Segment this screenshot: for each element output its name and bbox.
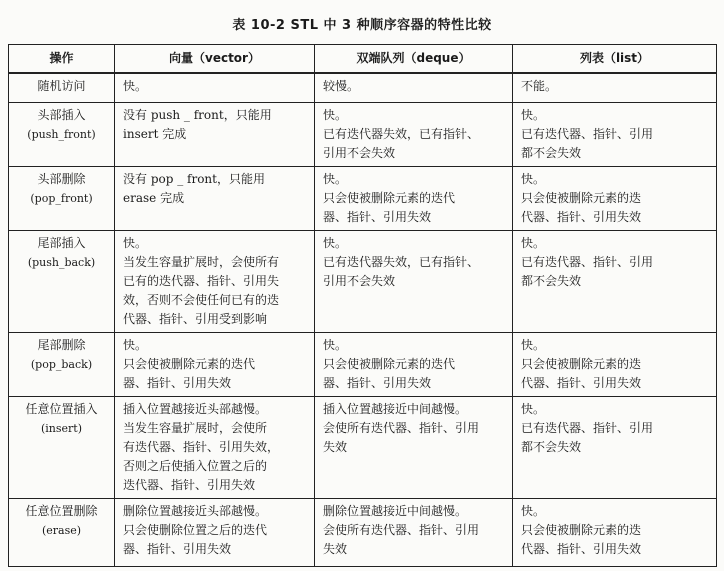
list-cell bbox=[513, 333, 717, 397]
vector-cell-line: 插入位置越接近头部越慢。 bbox=[123, 402, 268, 416]
operation-name: 任意位置插入 bbox=[25, 402, 98, 416]
list-cell-line: 代器、指针、引用失效 bbox=[521, 376, 642, 390]
operation-function: (pop_back) bbox=[30, 358, 93, 371]
deque-cell bbox=[315, 333, 513, 397]
vector-cell bbox=[115, 103, 315, 167]
list-cell bbox=[513, 499, 717, 567]
list-cell-line: 都不会失效 bbox=[521, 146, 582, 160]
operation-name: 随机访问 bbox=[37, 78, 86, 93]
operation-cell bbox=[9, 499, 115, 567]
deque-cell-line: 失效 bbox=[323, 440, 348, 454]
list-cell-line: 快。 bbox=[521, 108, 546, 122]
operation-cell bbox=[9, 333, 115, 397]
deque-cell-line: 较慢。 bbox=[323, 78, 360, 93]
vector-cell-line: 迭代器、指针、引用失效 bbox=[123, 478, 256, 492]
table-caption: 表 10-2 STL 中 3 种顺序容器的特性比较 bbox=[232, 18, 492, 33]
table-row bbox=[9, 73, 717, 103]
list-cell bbox=[513, 73, 717, 103]
operation-function: (push_front) bbox=[27, 128, 96, 141]
header-operation: 操作 bbox=[9, 45, 115, 73]
table-row bbox=[9, 167, 717, 231]
vector-cell bbox=[115, 231, 315, 333]
vector-cell bbox=[115, 333, 315, 397]
list-cell-line: 快。 bbox=[521, 504, 546, 518]
deque-cell bbox=[315, 231, 513, 333]
vector-cell bbox=[115, 397, 315, 499]
deque-cell bbox=[315, 397, 513, 499]
vector-cell-line: 快。 bbox=[123, 78, 148, 93]
list-cell-line: 都不会失效 bbox=[521, 440, 582, 454]
operation-name: 头部插入 bbox=[37, 108, 86, 122]
list-cell bbox=[513, 103, 717, 167]
deque-cell-line: 会使所有迭代器、指针、引用 bbox=[323, 523, 480, 537]
deque-cell-line: 会使所有迭代器、指针、引用 bbox=[323, 421, 480, 435]
deque-cell-line: 只会使被删除元素的迭代 bbox=[323, 357, 456, 371]
list-cell-line: 快。 bbox=[521, 236, 546, 250]
deque-cell-line: 已有迭代器失效，已有指针、 bbox=[323, 127, 480, 141]
table-row bbox=[9, 103, 717, 167]
deque-cell-line: 删除位置越接近中间越慢。 bbox=[323, 504, 468, 518]
vector-cell bbox=[115, 73, 315, 103]
deque-cell-line: 快。 bbox=[323, 108, 348, 122]
vector-cell bbox=[115, 167, 315, 231]
deque-cell-line: 只会使被删除元素的迭代 bbox=[323, 191, 456, 205]
deque-cell-line: 器、指针、引用失效 bbox=[323, 210, 432, 224]
deque-cell-line: 快。 bbox=[323, 338, 348, 352]
container-comparison-table bbox=[8, 44, 717, 567]
operation-name: 任意位置删除 bbox=[25, 504, 98, 518]
deque-cell bbox=[315, 167, 513, 231]
vector-cell-line: erase 完成 bbox=[123, 191, 185, 205]
list-cell-line: 已有迭代器、指针、引用 bbox=[521, 127, 654, 141]
list-cell-line: 都不会失效 bbox=[521, 274, 582, 288]
vector-cell-line: 已有的迭代器、指针、引用失 bbox=[123, 274, 280, 288]
list-cell-line: 已有迭代器、指针、引用 bbox=[521, 421, 654, 435]
deque-cell-line: 插入位置越接近中间越慢。 bbox=[323, 402, 468, 416]
vector-cell-line: 效，否则不会使任何已有的迭 bbox=[123, 293, 280, 307]
vector-cell-line: 快。 bbox=[123, 236, 148, 250]
operation-function: (erase) bbox=[41, 524, 82, 537]
deque-cell-line: 引用不会失效 bbox=[323, 146, 396, 160]
table-row bbox=[9, 231, 717, 333]
table-row bbox=[9, 397, 717, 499]
deque-cell bbox=[315, 73, 513, 103]
vector-cell-line: 没有 push _ front，只能用 bbox=[123, 108, 272, 122]
deque-cell-line: 已有迭代器失效，已有指针、 bbox=[323, 255, 480, 269]
deque-cell bbox=[315, 103, 513, 167]
deque-cell-line: 器、指针、引用失效 bbox=[323, 376, 432, 390]
table-body bbox=[9, 73, 717, 567]
deque-cell-line: 快。 bbox=[323, 172, 348, 186]
deque-cell-line: 失效 bbox=[323, 542, 348, 556]
vector-cell-line: 有迭代器、指针、引用失效， bbox=[123, 440, 280, 454]
operation-name: 头部删除 bbox=[37, 172, 86, 186]
vector-cell-line: 没有 pop _ front，只能用 bbox=[123, 172, 265, 186]
operation-function: (insert) bbox=[40, 422, 83, 435]
list-cell-line: 快。 bbox=[521, 172, 546, 186]
deque-cell bbox=[315, 499, 513, 567]
table-row bbox=[9, 499, 717, 567]
vector-cell-line: 当发生容量扩展时，会使所有 bbox=[123, 255, 280, 269]
vector-cell-line: 只会使删除位置之后的迭代 bbox=[123, 523, 268, 537]
list-cell-line: 只会使被删除元素的迭 bbox=[521, 191, 642, 205]
list-cell-line: 只会使被删除元素的迭 bbox=[521, 357, 642, 371]
header-deque: 双端队列（deque） bbox=[315, 45, 513, 73]
vector-cell-line: 代器、指针、引用受到影响 bbox=[123, 312, 268, 326]
operation-name: 尾部删除 bbox=[37, 338, 86, 352]
vector-cell-line: 器、指针、引用失效 bbox=[123, 542, 232, 556]
operation-function: (pop_front) bbox=[30, 192, 93, 205]
list-cell bbox=[513, 167, 717, 231]
list-cell-line: 已有迭代器、指针、引用 bbox=[521, 255, 654, 269]
header-row bbox=[9, 45, 717, 73]
list-cell bbox=[513, 397, 717, 499]
list-cell-line: 快。 bbox=[521, 402, 546, 416]
operation-cell bbox=[9, 73, 115, 103]
vector-cell-line: 当发生容量扩展时，会使所 bbox=[123, 421, 268, 435]
operation-cell bbox=[9, 397, 115, 499]
vector-cell-line: 删除位置越接近头部越慢。 bbox=[123, 504, 268, 518]
operation-cell bbox=[9, 231, 115, 333]
list-cell-line: 只会使被删除元素的迭 bbox=[521, 523, 642, 537]
operation-name: 尾部插入 bbox=[37, 236, 86, 250]
operation-cell bbox=[9, 103, 115, 167]
vector-cell-line: 器、指针、引用失效 bbox=[123, 376, 232, 390]
vector-cell-line: 快。 bbox=[123, 338, 148, 352]
operation-cell bbox=[9, 167, 115, 231]
table-row bbox=[9, 333, 717, 397]
list-cell bbox=[513, 231, 717, 333]
vector-cell-line: insert 完成 bbox=[123, 127, 187, 141]
list-cell-line: 不能。 bbox=[521, 78, 558, 93]
header-vector: 向量（vector） bbox=[115, 45, 315, 73]
list-cell-line: 快。 bbox=[521, 338, 546, 352]
vector-cell-line: 只会使被删除元素的迭代 bbox=[123, 357, 256, 371]
vector-cell-line: 否则之后使插入位置之后的 bbox=[123, 459, 268, 473]
operation-function: (push_back) bbox=[27, 256, 96, 269]
header-list: 列表（list） bbox=[513, 45, 717, 73]
deque-cell-line: 快。 bbox=[323, 236, 348, 250]
list-cell-line: 代器、指针、引用失效 bbox=[521, 210, 642, 224]
list-cell-line: 代器、指针、引用失效 bbox=[521, 542, 642, 556]
vector-cell bbox=[115, 499, 315, 567]
deque-cell-line: 引用不会失效 bbox=[323, 274, 396, 288]
